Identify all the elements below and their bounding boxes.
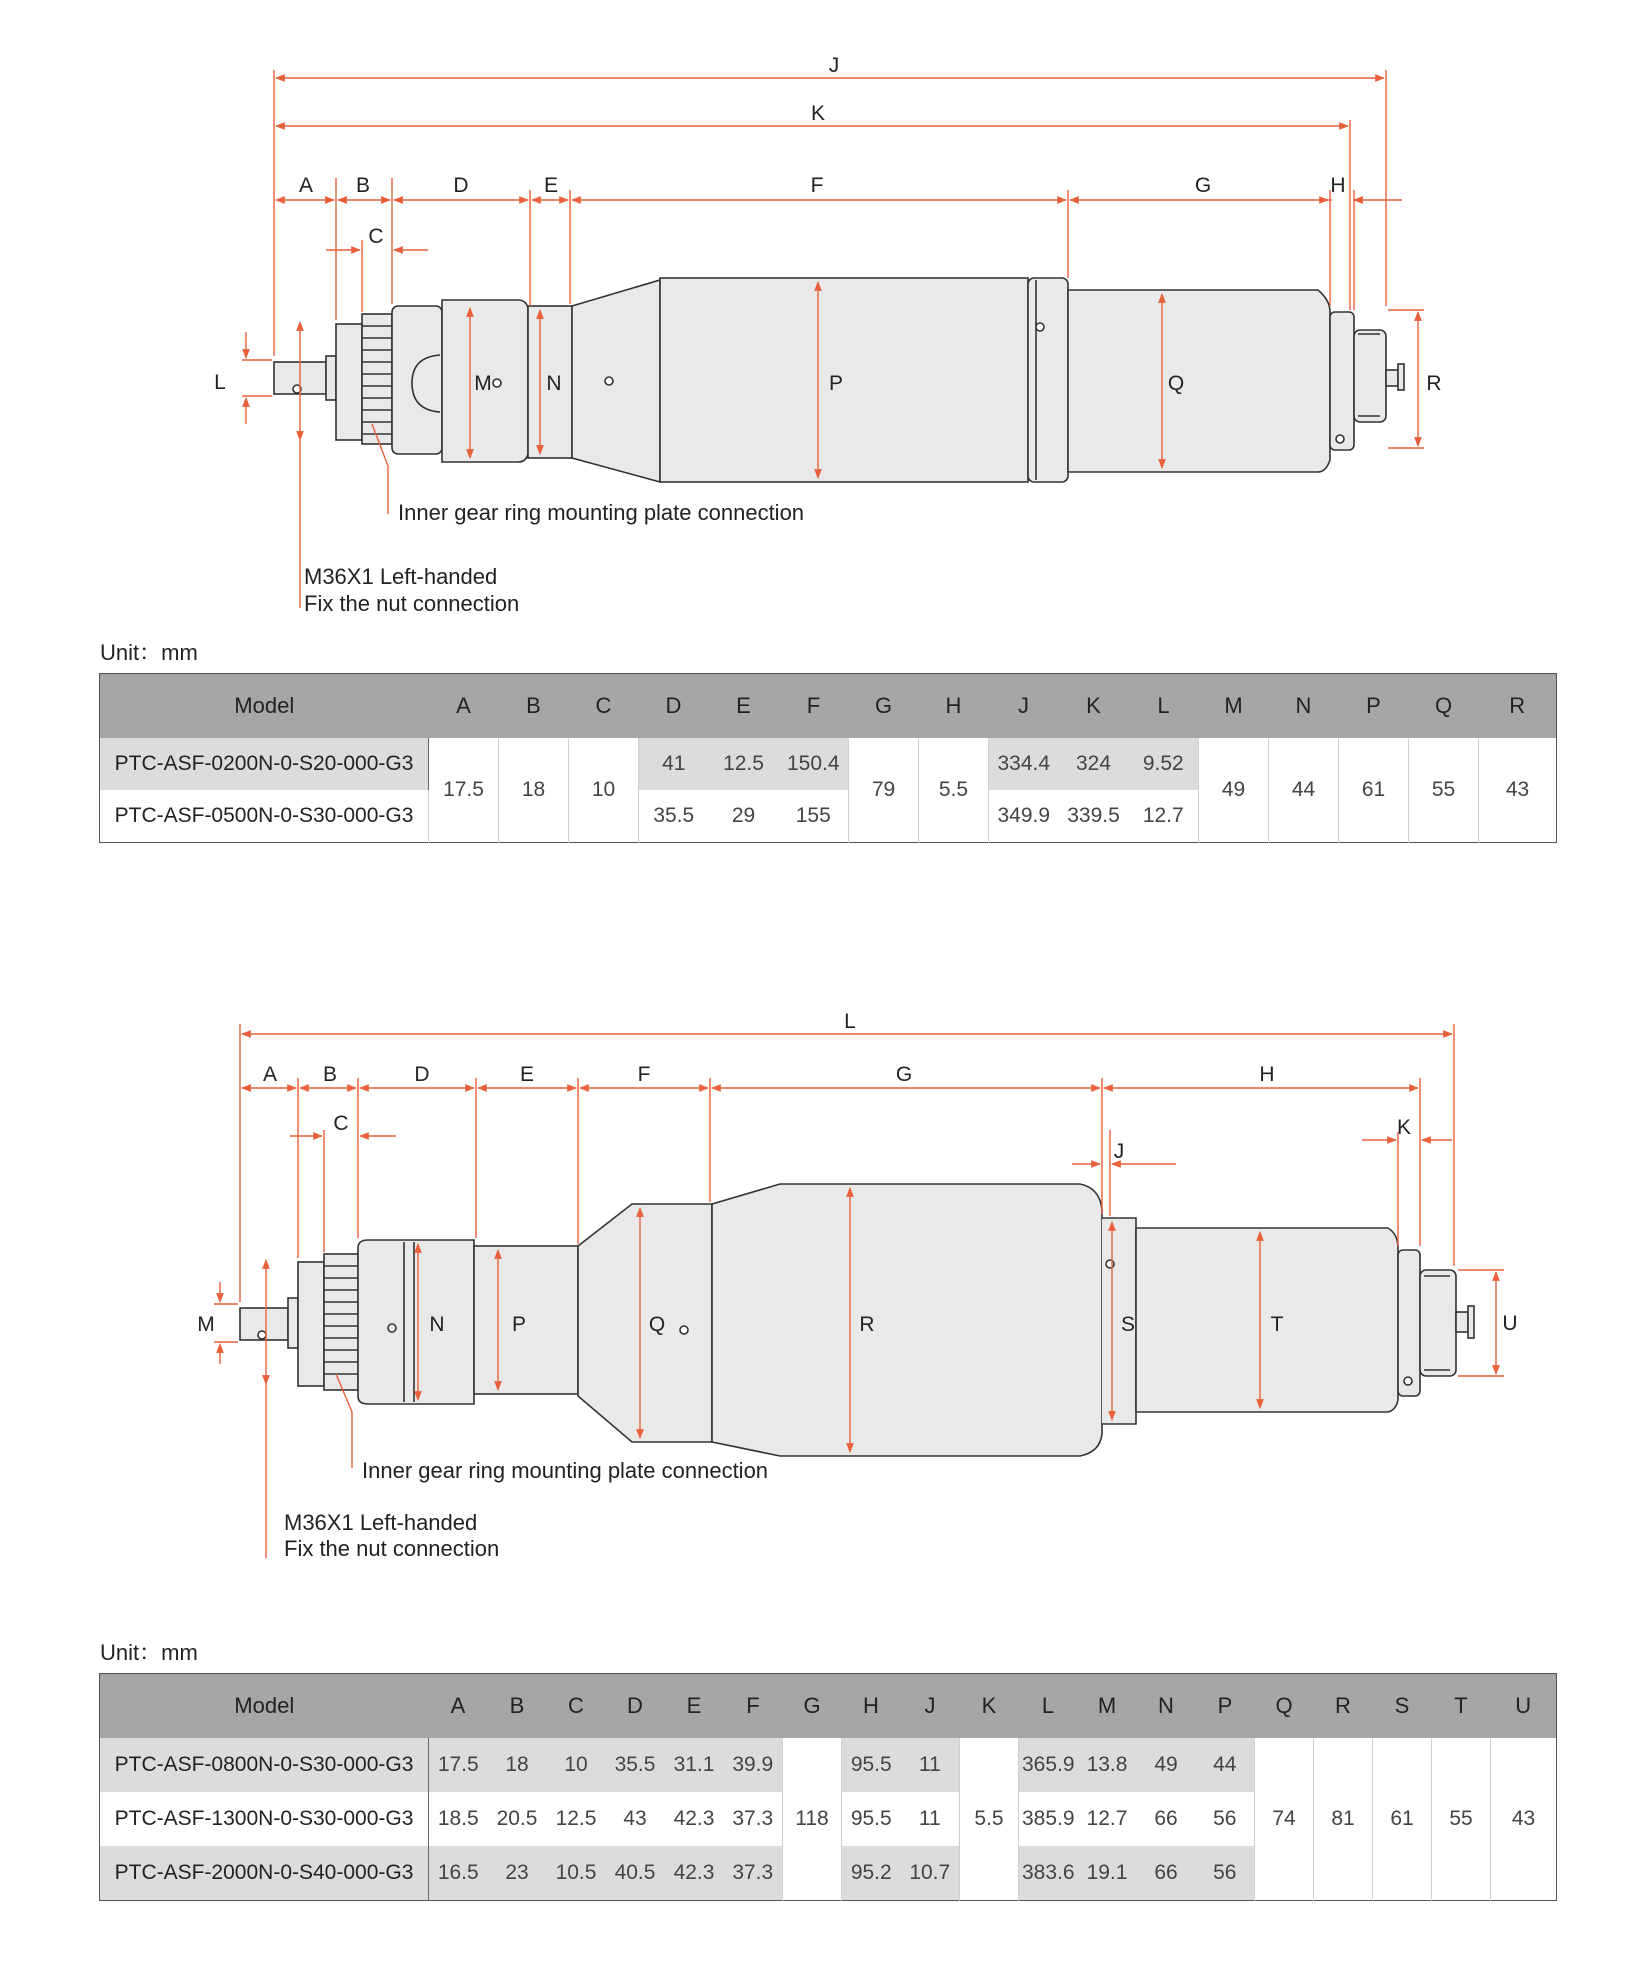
value-cell: 55 <box>1432 1738 1491 1900</box>
dim-d-label: D <box>453 174 469 197</box>
value-cell: 12.7 <box>1142 803 1184 827</box>
model-cell: PTC-ASF-0200N-0-S20-000-G3 <box>100 738 429 790</box>
value-cell: 349.9 <box>989 790 1059 842</box>
header-g: G <box>783 1674 842 1739</box>
front-housing <box>358 1240 474 1404</box>
dim-j-label: J <box>828 54 840 77</box>
header-l: L <box>1019 1674 1078 1739</box>
value-cell: 40.5 <box>606 1846 665 1900</box>
dim-g-label: G <box>895 1063 913 1086</box>
value-cell: 61 <box>1373 1738 1432 1900</box>
header-m: M <box>1199 674 1269 739</box>
value-cell: 385.9 <box>1019 1792 1078 1846</box>
rear-body <box>1136 1228 1398 1412</box>
dim-a-label: A <box>298 174 314 197</box>
nut-note-line2: Fix the nut connection <box>284 1536 500 1561</box>
header-q: Q <box>1255 1674 1314 1739</box>
header-g: G <box>849 674 919 739</box>
value-cell: 12.7 <box>1086 1807 1128 1830</box>
value-cell: 9.52 <box>1129 738 1199 790</box>
end-cap <box>1398 1250 1420 1396</box>
value-cell: 17.5 <box>429 738 499 842</box>
dim-l-label: L <box>844 1010 856 1033</box>
value-cell: 39.9 <box>724 1738 783 1792</box>
nut-note-line1: M36X1 Left-handed <box>304 564 498 589</box>
dim-e-label: E <box>519 1063 535 1086</box>
value-cell: 11 <box>901 1738 960 1792</box>
gear-ring-note: Inner gear ring mounting plate connection <box>362 1458 769 1483</box>
dim-t-label: T <box>1270 1313 1284 1336</box>
tool-diagram-1 <box>0 0 1634 640</box>
header-k: K <box>960 1674 1019 1739</box>
value-cell: 324 <box>1059 738 1129 790</box>
header-b: B <box>488 1674 547 1739</box>
model-cell: PTC-ASF-1300N-0-S30-000-G3 <box>100 1792 429 1846</box>
value-cell: 95.2 <box>842 1846 901 1900</box>
header-q: Q <box>1409 674 1479 739</box>
value-cell: 18.5 <box>429 1792 488 1846</box>
value-cell: 37.3 <box>732 1807 774 1830</box>
value-cell: 5.5 <box>919 738 989 842</box>
header-e: E <box>709 674 779 739</box>
value-cell: 18 <box>488 1738 547 1792</box>
end-cap <box>1330 312 1354 450</box>
value-cell: 334.4 <box>989 738 1059 790</box>
dim-q-label: Q <box>1167 372 1185 395</box>
gear-ring-note: Inner gear ring mounting plate connection <box>398 500 805 525</box>
dim-j-label: J <box>1113 1140 1125 1163</box>
table-row <box>100 1738 1557 1792</box>
connector <box>1354 330 1386 422</box>
value-cell: 150.4 <box>779 738 849 790</box>
motor-body <box>712 1184 1102 1456</box>
value-cell: 17.5 <box>429 1738 488 1792</box>
dim-n-label: N <box>546 372 562 395</box>
value-cell: 16.5 <box>429 1846 488 1900</box>
dim-n-label: N <box>429 1313 445 1336</box>
dim-c-label: C <box>333 1112 349 1135</box>
dim-p-label: P <box>828 372 844 395</box>
dim-r-label: R <box>1426 372 1442 395</box>
dim-a-label: A <box>262 1063 278 1086</box>
value-cell: 10.5 <box>547 1846 606 1900</box>
value-cell: 56 <box>1213 1807 1237 1830</box>
header-n: N <box>1269 674 1339 739</box>
header-p: P <box>1196 1674 1255 1739</box>
value-cell: 31.1 <box>665 1738 724 1792</box>
value-cell: 19.1 <box>1078 1846 1137 1900</box>
value-cell: 74 <box>1255 1738 1314 1900</box>
value-cell: 49 <box>1199 738 1269 842</box>
nut-note-line1: M36X1 Left-handed <box>284 1510 478 1535</box>
dim-c-label: C <box>368 225 384 248</box>
value-cell: 44 <box>1269 738 1339 842</box>
dim-e-label: E <box>543 174 559 197</box>
value-cell: 95.5 <box>842 1738 901 1792</box>
dim-d-label: D <box>414 1063 430 1086</box>
dim-h-label: H <box>1330 174 1346 197</box>
nut <box>298 1262 324 1386</box>
value-cell: 29 <box>731 803 756 827</box>
tool-diagram-2 <box>0 1000 1634 1600</box>
value-cell: 11 <box>918 1807 941 1830</box>
header-c: C <box>569 674 639 739</box>
dim-l-label: L <box>214 371 226 394</box>
header-a: A <box>429 674 499 739</box>
value-cell: 20.5 <box>496 1807 538 1830</box>
gear-ring <box>324 1254 358 1390</box>
value-cell: 81 <box>1314 1738 1373 1900</box>
header-p: P <box>1339 674 1409 739</box>
table-header-row <box>100 1674 1557 1739</box>
header-model: Model <box>100 674 429 739</box>
model-cell: PTC-ASF-0500N-0-S30-000-G3 <box>100 790 429 842</box>
value-cell: 35.5 <box>639 790 709 842</box>
dim-s-label: S <box>1120 1313 1136 1336</box>
value-cell: 66 <box>1137 1846 1196 1900</box>
dim-r-label: R <box>859 1313 875 1336</box>
value-cell: 13.8 <box>1078 1738 1137 1792</box>
value-cell: 383.6 <box>1019 1846 1078 1900</box>
table-row <box>100 738 1557 790</box>
header-h: H <box>919 674 989 739</box>
unit-label-1: Unit：mm <box>100 640 198 665</box>
value-cell: 43 <box>623 1807 647 1830</box>
value-cell: 35.5 <box>606 1738 665 1792</box>
value-cell: 339.5 <box>1067 803 1120 827</box>
rear-body <box>1068 290 1330 472</box>
dim-b-label: B <box>322 1063 338 1086</box>
taper-section <box>578 1204 712 1442</box>
dim-f-label: F <box>810 174 824 197</box>
value-cell: 41 <box>639 738 709 790</box>
header-k: K <box>1059 674 1129 739</box>
value-cell: 18 <box>499 738 569 842</box>
model-cell: PTC-ASF-2000N-0-S40-000-G3 <box>100 1846 429 1900</box>
value-cell: 49 <box>1137 1738 1196 1792</box>
nut-note-line2: Fix the nut connection <box>304 591 520 616</box>
header-b: B <box>499 674 569 739</box>
header-a: A <box>429 1674 488 1739</box>
dim-q-label: Q <box>648 1313 666 1336</box>
value-cell: 55 <box>1409 738 1479 842</box>
header-r: R <box>1479 674 1557 739</box>
gear-ring <box>362 314 392 444</box>
nut <box>336 324 362 440</box>
spec-table-1 <box>99 673 1557 843</box>
connector <box>1420 1270 1456 1376</box>
value-cell: 95.5 <box>842 1792 901 1846</box>
value-cell: 44 <box>1196 1738 1255 1792</box>
header-j: J <box>989 674 1059 739</box>
value-cell: 10 <box>569 738 639 842</box>
header-d: D <box>606 1674 665 1739</box>
dim-b-label: B <box>355 174 371 197</box>
dim-f-label: F <box>637 1063 651 1086</box>
header-t: T <box>1432 1674 1491 1739</box>
header-u: U <box>1491 1674 1557 1739</box>
dim-k-label: K <box>1396 1116 1412 1139</box>
dim-g-label: G <box>1194 174 1212 197</box>
header-r: R <box>1314 1674 1373 1739</box>
header-model: Model <box>100 1674 429 1739</box>
spec-table-2 <box>99 1673 1557 1901</box>
value-cell: 23 <box>488 1846 547 1900</box>
value-cell: 12.5 <box>555 1807 597 1830</box>
value-cell: 118 <box>783 1738 842 1900</box>
value-cell: 37.3 <box>724 1846 783 1900</box>
motor-body <box>660 278 1028 482</box>
unit-label-2: Unit：mm <box>100 1640 198 1665</box>
header-c: C <box>547 1674 606 1739</box>
value-cell: 79 <box>849 738 919 842</box>
dim-k-label: K <box>810 102 826 125</box>
dim-u-label: U <box>1502 1312 1518 1335</box>
header-s: S <box>1373 1674 1432 1739</box>
value-cell: 42.3 <box>665 1846 724 1900</box>
value-cell: 10 <box>547 1738 606 1792</box>
model-cell: PTC-ASF-0800N-0-S30-000-G3 <box>100 1738 429 1792</box>
value-cell: 42.3 <box>673 1807 715 1830</box>
header-n: N <box>1137 1674 1196 1739</box>
value-cell: 10.7 <box>901 1846 960 1900</box>
value-cell: 43 <box>1491 1738 1557 1900</box>
header-d: D <box>639 674 709 739</box>
header-h: H <box>842 1674 901 1739</box>
value-cell: 5.5 <box>960 1738 1019 1900</box>
dim-p-label: P <box>511 1313 527 1336</box>
table-header-row <box>100 674 1557 739</box>
header-f: F <box>724 1674 783 1739</box>
value-cell: 365.9 <box>1019 1738 1078 1792</box>
value-cell: 66 <box>1154 1807 1178 1830</box>
header-f: F <box>779 674 849 739</box>
header-m: M <box>1078 1674 1137 1739</box>
header-e: E <box>665 1674 724 1739</box>
taper-section <box>572 280 660 482</box>
header-j: J <box>901 1674 960 1739</box>
header-l: L <box>1129 674 1199 739</box>
value-cell: 43 <box>1479 738 1557 842</box>
dim-m-label: M <box>197 1313 215 1336</box>
dim-m-label: M <box>474 372 492 395</box>
dim-h-label: H <box>1259 1063 1275 1086</box>
value-cell: 61 <box>1339 738 1409 842</box>
value-cell: 56 <box>1196 1846 1255 1900</box>
value-cell: 12.5 <box>709 738 779 790</box>
value-cell: 155 <box>795 803 831 827</box>
